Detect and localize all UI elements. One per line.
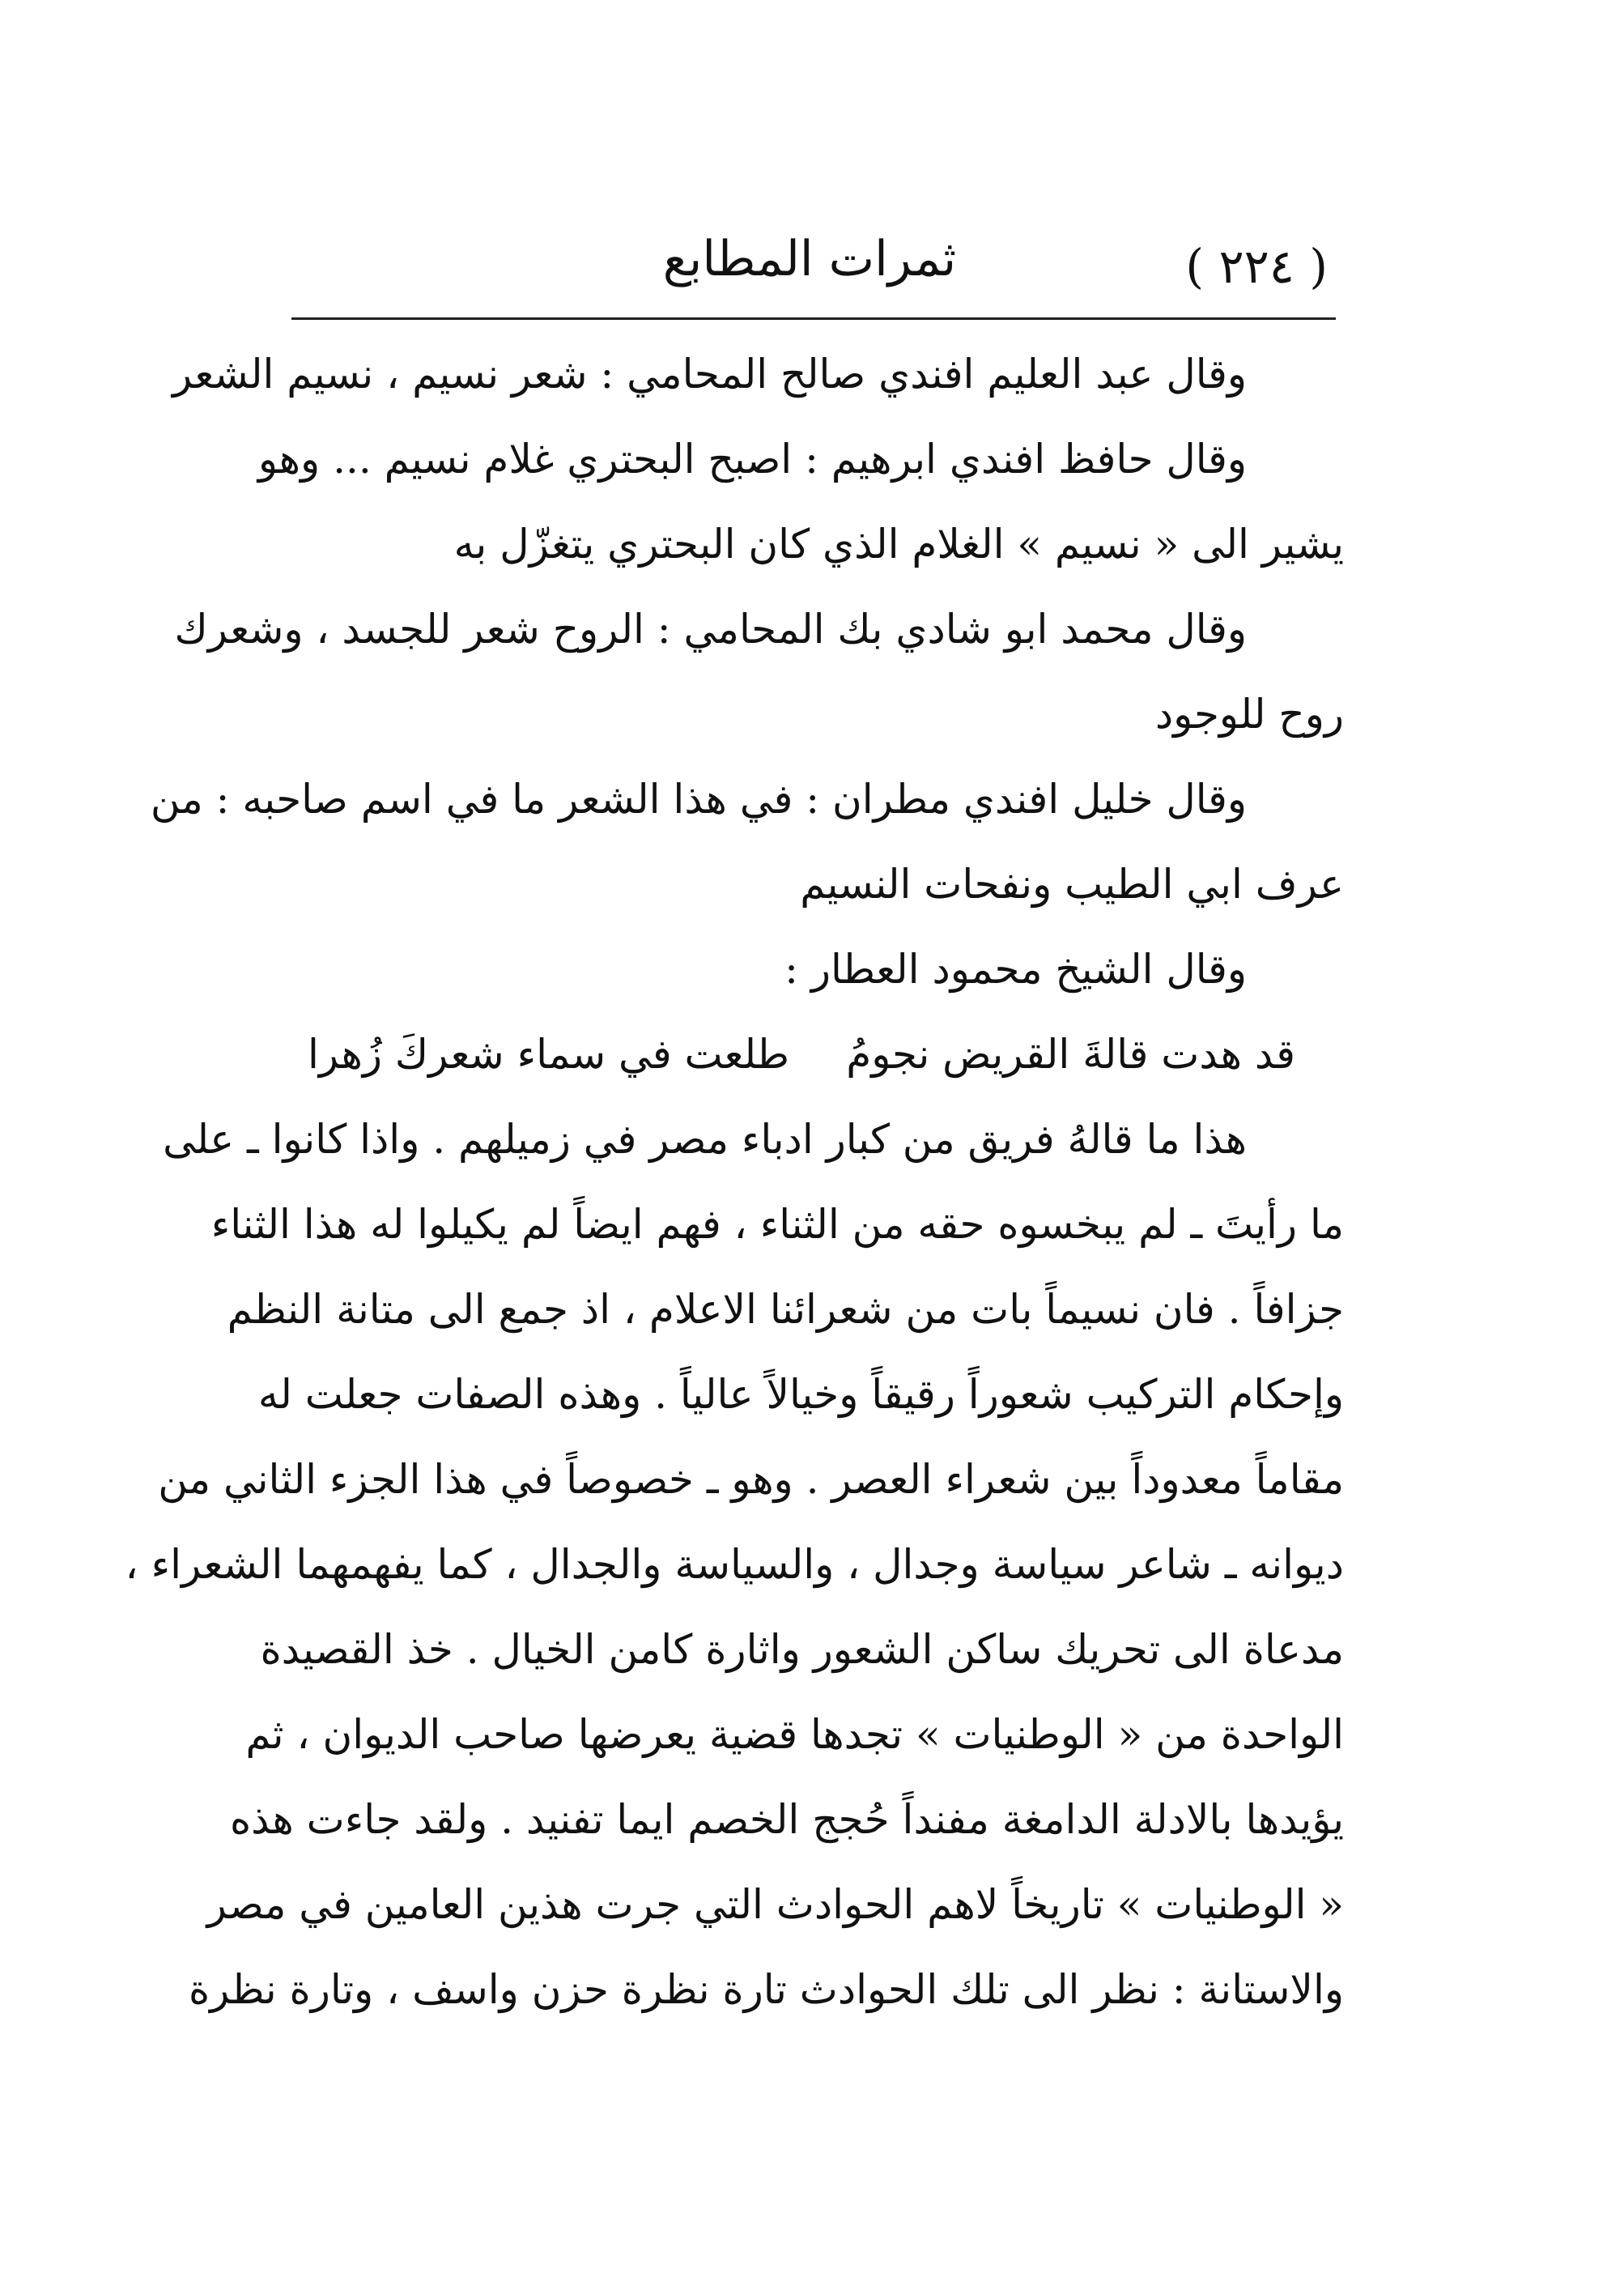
header-rule [291,317,1336,320]
text-line: وقال عبد العليم افندي صالح المحامي : شعر نسيم ، نسيم الشعر [172,351,1247,398]
verse-first-hemistich: قد هدت قالةَ القريض نجومُ [846,1031,1295,1078]
text-line: وقال الشيخ محمود العطار : [784,946,1247,993]
paragraph-line: مقاماً معدوداً بين شعراء العصر . وهو ـ خصوصاً في هذا الجزء الثاني من [158,1456,1344,1503]
text-line: روح للوجود [1154,691,1344,738]
verse-second-hemistich: طلعت في سماء شعركَ زُهرا [308,1031,790,1078]
paragraph-line: هذا ما قالهُ فريق من كبار ادباء مصر في زميلهم . واذا كانوا ـ على [163,1116,1247,1163]
paragraph-line: يؤيدها بالادلة الدامغة مفنداً حُجج الخصم ايما تفنيد . ولقد جاءت هذه [229,1796,1344,1843]
page-header [291,231,1328,316]
text-line: عرف ابي الطيب ونفحات النسيم [800,861,1344,908]
paragraph-line: والاستانة : نظر الى تلك الحوادث تارة نظرة حزن واسف ، وتارة نظرة [188,1966,1344,2013]
paragraph-line: ديوانه ـ شاعر سياسة وجدال ، والسياسة والجدال ، كما يفهمهما الشعراء ، [125,1541,1344,1588]
paragraph-line: « الوطنيات » تاريخاً لاهم الحوادث التي جرت هذين العامين في مصر [206,1881,1344,1928]
poem-verse [283,1012,1344,1097]
text-line: وقال حافظ افندي ابرهيم : اصبح البحتري غلام نسيم ... وهو [257,436,1247,483]
paragraph-line: ما رأيتَ ـ لم يبخسوه حقه من الثناء ، فهم ايضاً لم يكيلوا له هذا الثناء [210,1201,1344,1248]
paragraph-line: الواحدة من « الوطنيات » تجدها قضية يعرضها صاحب الديوان ، ثم [245,1711,1344,1758]
running-title: ثمرات المطابع [662,231,957,287]
text-line: يشير الى « نسيم » الغلام الذي كان البحتري يتغزّل به [453,521,1344,568]
paragraph-line: جزافاً . فان نسيماً بات من شعرائنا الاعلام ، اذ جمع الى متانة النظم [227,1286,1344,1333]
body-text [125,332,1344,2032]
text-line: وقال خليل افندي مطران : في هذا الشعر ما في اسم صاحبه : من [150,776,1247,823]
page-number: ( ٢٢٤ ) [1185,239,1328,294]
paragraph-line: مدعاة الى تحريك ساكن الشعور واثارة كامن الخيال . خذ القصيدة [260,1626,1344,1673]
text-line: وقال محمد ابو شادي بك المحامي : الروح شعر للجسد ، وشعرك [174,606,1247,653]
paragraph-line: وإحكام التركيب شعوراً رقيقاً وخيالاً عالياً . وهذه الصفات جعلت له [257,1371,1344,1418]
